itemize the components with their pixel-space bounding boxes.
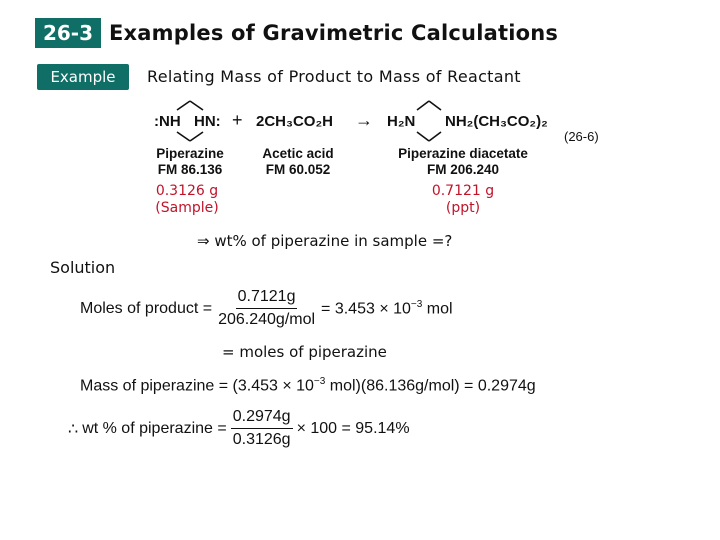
section-number-badge: 26-3 xyxy=(35,18,101,48)
moles-note: = moles of piperazine xyxy=(222,343,387,361)
reactant2-fm: FM 60.052 xyxy=(265,162,331,177)
product-fm: FM 206.240 xyxy=(426,162,500,177)
moles-denominator: 206.240g/mol xyxy=(218,311,316,328)
ppt-label: (ppt) xyxy=(445,200,481,216)
reactant2-name: Acetic acid xyxy=(262,146,334,161)
ppt-mass-annotation xyxy=(422,183,504,217)
product-formula-left: H₂N xyxy=(387,113,416,130)
reactant1-fm: FM 86.136 xyxy=(157,162,223,177)
mass-a: Mass of piperazine = (3.453 × 10 xyxy=(80,377,314,395)
example-title: Relating Mass of Product to Mass of Reactant xyxy=(147,67,521,86)
page-title: Examples of Gravimetric Calculations xyxy=(109,21,559,45)
wt-lhs: wt % of piperazine = xyxy=(82,419,227,437)
piperazine-diacetate-ring xyxy=(417,101,441,141)
moles-fraction xyxy=(216,288,317,329)
reactant1-formula-right: HN: xyxy=(194,113,221,130)
solution-label: Solution xyxy=(50,258,116,277)
wt-fraction xyxy=(231,408,293,449)
reactant2-label xyxy=(252,146,344,178)
mass-exponent: −3 xyxy=(313,376,326,387)
reactant1-name: Piperazine xyxy=(156,146,224,161)
equation-reference: (26-6) xyxy=(564,129,599,144)
example-badge: Example xyxy=(37,64,129,90)
sample-mass-annotation xyxy=(146,183,228,217)
moles-rhs-b: mol xyxy=(422,300,453,318)
wt-rhs: × 100 = 95.14% xyxy=(296,419,410,437)
ppt-mass: 0.7121 g xyxy=(431,183,495,199)
moles-lhs: Moles of product = xyxy=(80,299,213,317)
reactant2-formula: 2CH₃CO₂H xyxy=(256,113,333,130)
mass-b: mol)(86.136g/mol) = 0.2974g xyxy=(325,377,536,395)
moles-result xyxy=(321,299,453,318)
wt-numerator: 0.2974g xyxy=(231,408,293,429)
wt-denominator: 0.3126g xyxy=(232,431,291,448)
therefore-symbol: ∴ xyxy=(68,420,79,438)
wt-percent-equation xyxy=(68,408,410,449)
mass-equation xyxy=(80,376,536,395)
moles-rhs-a: = 3.453 × 10 xyxy=(321,300,411,318)
reactant1-label xyxy=(148,146,232,178)
moles-equation xyxy=(80,288,453,329)
sample-mass: 0.3126 g xyxy=(155,183,219,199)
product-name: Piperazine diacetate xyxy=(398,146,528,161)
product-label xyxy=(388,146,538,178)
moles-exponent: −3 xyxy=(410,298,423,310)
question-text: ⇒ wt% of piperazine in sample =? xyxy=(197,232,453,250)
reactant1-formula-left: :NH xyxy=(154,113,181,130)
reaction-arrow: → xyxy=(355,110,373,130)
plus-sign: + xyxy=(232,110,243,130)
product-formula-right: NH₂(CH₃CO₂)₂ xyxy=(445,113,548,130)
moles-numerator: 0.7121g xyxy=(236,288,298,309)
sample-label: (Sample) xyxy=(155,200,219,216)
